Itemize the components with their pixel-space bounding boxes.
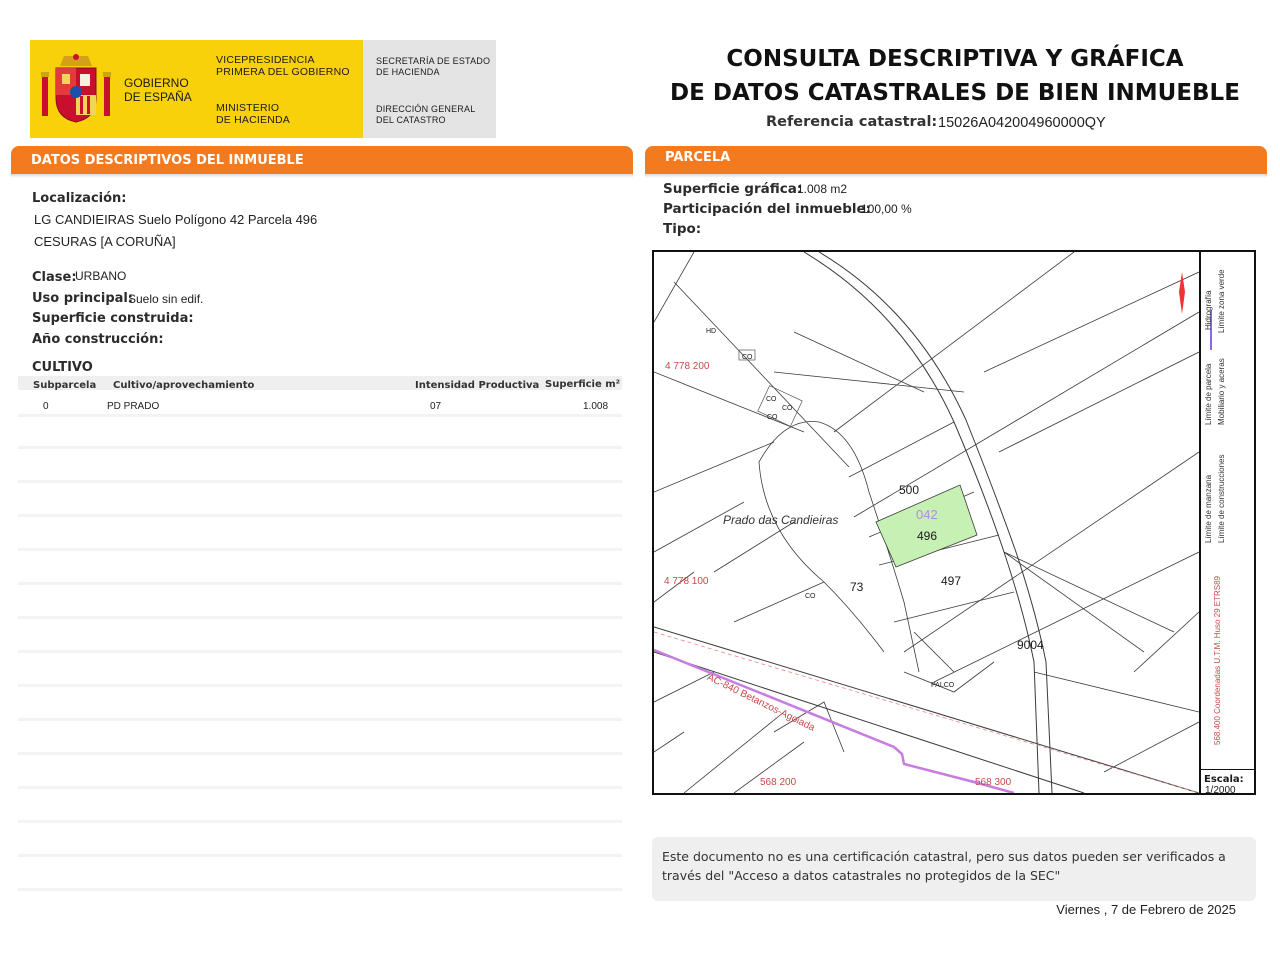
map-code-label: CO [766,396,777,403]
polygon-label: 042 [916,507,938,522]
bar-shadow [645,174,1267,178]
superficie-grafica-value: 1.008 m2 [797,182,848,196]
scale-value: 1/2000 [1205,785,1236,796]
participacion-label: Participación del inmueble: [663,201,872,217]
table-cell-subparcela: 0 [43,401,49,412]
legend-item: Límite zona verde [1217,269,1226,333]
table-cell-intensidad: 07 [430,401,442,412]
coord-y-label: 4 778 100 [664,576,709,587]
parcel-label: 497 [941,574,962,588]
legend-item: Límite de manzana [1204,474,1213,543]
parcel-label: 73 [850,580,864,594]
ministerio-label: MINISTERIO DE HACIENDA [216,102,290,126]
legend-item: Límite de parcela [1204,363,1213,425]
column-header: Cultivo/aprovechamiento [113,380,255,391]
parcela-section-header [645,146,1267,174]
map-code-label: CO [782,405,793,412]
vicepresidencia-label: VICEPRESIDENCIA PRIMERA DEL GOBIERNO [216,54,350,78]
column-header: Subparcela [33,380,97,391]
north-arrow-icon [1179,272,1185,314]
direccion-label: DIRECCIÓN GENERAL DEL CATASTRO [376,104,476,125]
road-boundary [654,650,1014,793]
map-code-label: PALCO [931,682,955,689]
localizacion-line-2: CESURAS [A CORUÑA] [34,234,176,249]
legend-separator [1201,769,1256,770]
title-line-2: DE DATOS CATASTRALES DE BIEN INMUEBLE [670,80,1240,106]
map-code-label: HD [706,328,717,335]
coord-y-label: 4 778 200 [665,361,710,372]
column-header: Intensidad Productiva [415,380,540,391]
title-line-1: CONSULTA DESCRIPTIVA Y GRÁFICA [726,46,1184,72]
cultivo-title: CULTIVO [32,360,93,375]
table-cell-cultivo: PD PRADO [107,401,160,412]
parcel-label: 500 [899,483,920,497]
localizacion-line-1: LG CANDIEIRAS Suelo Polígono 42 Parcela 496 [34,212,318,227]
uso-label: Uso principal: [32,291,134,306]
clase-label: Clase: [32,270,77,285]
ref-label: Referencia catastral: [766,114,938,130]
column-header: Superficie m² [545,379,621,390]
superficie-grafica-label: Superficie gráfica: [663,181,803,197]
table-cell-superficie: 1.008 [583,401,609,412]
place-name: Prado das Candieiras [723,513,839,527]
legend-divider [1199,251,1201,794]
page-title [650,42,1260,110]
gov-name: GOBIERNO DE ESPAÑA [124,76,192,104]
descriptive-section-title: DATOS DESCRIPTIVOS DEL INMUEBLE [31,153,304,168]
coat-of-arms-icon [40,52,112,126]
legend-coordinates: 568.400 Coordenadas U.T.M. Huso 29 ETRS89 [1213,576,1222,745]
document-date: Viernes , 7 de Febrero de 2025 [1056,902,1236,917]
bar-shadow [11,174,633,178]
legend-item: Hidrografía [1204,290,1213,330]
disclaimer-box [652,837,1256,901]
uso-value: Suelo sin edif. [128,292,204,306]
disclaimer-text: Este documento no es una certificación catastral, pero sus datos pueden ser verificados a través del "Acceso a datos catastrales no protegidos de la SEC" [662,849,1226,883]
ref-value: 15026A042004960000QY [938,115,1106,131]
localizacion-label: Localización: [32,191,127,206]
secretaria-label: SECRETARÍA DE ESTADO DE HACIENDA [376,56,491,77]
parcel-label: 9004 [1017,638,1044,652]
tipo-label: Tipo: [663,221,702,237]
map-code-label: CO [742,354,753,361]
parcela-section-title: PARCELA [665,150,731,165]
highlighted-parcel [876,485,977,567]
parcel-label: 496 [917,529,938,543]
clase-value: URBANO [75,269,127,283]
legend-item: Límite de construcciones [1217,454,1226,543]
coord-x-label: 568 300 [975,777,1012,788]
map-code-label: CO [767,414,778,421]
cultivo-table [18,376,622,900]
anio-construccion-label: Año construcción: [32,332,164,347]
map-code-label: CO [805,593,816,600]
participacion-value: 100,00 % [861,202,912,216]
road-name: AC-840 Betanzos-Agoiada [705,672,817,734]
scale-label: Escala: [1204,774,1244,785]
coord-x-label: 568 200 [760,777,797,788]
legend-item: Mobiliario y aceras [1217,358,1226,425]
descriptive-section-header [11,146,633,174]
superficie-construida-label: Superficie construida: [32,311,194,326]
